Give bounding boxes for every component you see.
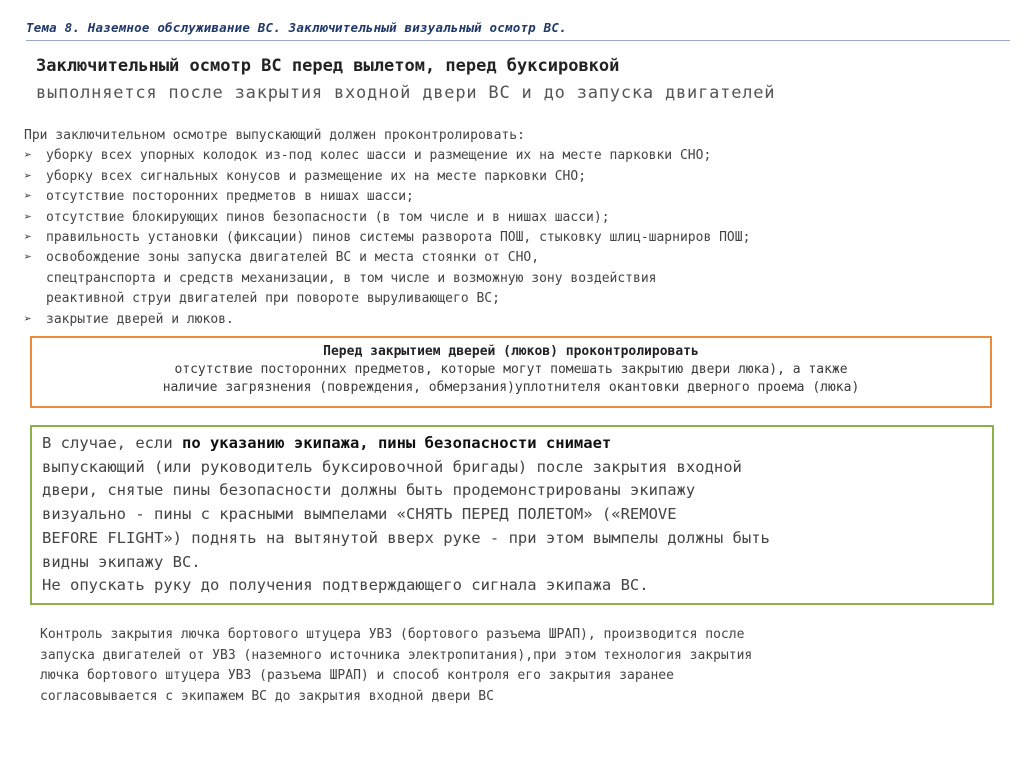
arrow-bullet-icon: ➢ (24, 311, 32, 327)
door-check-box (30, 336, 992, 408)
note-line: запуска двигателей от УВЗ (наземного источника электропитания),при этом технология закрытия (40, 647, 753, 663)
note-line: согласовывается с экипажем ВС до закрытия входной двери ВС (40, 688, 494, 704)
safety-pins-prefix: В случае, если (42, 434, 182, 452)
safety-pins-line: видны экипажу ВС. (42, 552, 201, 571)
safety-pins-line: выпускающий (или руководитель буксировочной бригады) после закрытия входной (42, 457, 742, 476)
header-divider (26, 40, 1010, 41)
checklist-item (24, 208, 750, 228)
safety-pins-box (30, 425, 994, 605)
arrow-bullet-icon: ➢ (24, 250, 32, 266)
checklist-item-continuation: реактивной струи двигателей при повороте выруливающего ВС; (46, 291, 500, 307)
arrow-bullet-icon: ➢ (24, 230, 32, 246)
arrow-bullet-icon: ➢ (24, 189, 32, 205)
safety-pins-line: BEFORE FLIGHT») поднять на вытянутой вверх руке - при этом вымпелы должны быть (42, 528, 770, 547)
checklist-item (24, 146, 750, 166)
checklist-item-continuation: спецтранспорта и средств механизации, в том числе и возможную зону воздействия (46, 270, 657, 286)
safety-pins-line (42, 432, 992, 456)
checklist-intro: При заключительном осмотре выпускающий должен проконтролировать: (24, 128, 525, 143)
door-check-text: наличие загрязнения (повреждения, обмерзания)уплотнителя окантовки дверного проема (люка) (162, 380, 860, 395)
checklist-item (24, 310, 750, 330)
checklist-item (24, 228, 750, 248)
checklist-item-text: отсутствие блокирующих пинов безопасности (в том числе и в нишах шасси); (46, 209, 610, 225)
checklist-item-text: отсутствие посторонних предметов в нишах шасси; (46, 189, 414, 205)
checklist-item-text: уборку всех упорных колодок из-под колес шасси и размещение их на месте парковки СНО; (46, 148, 712, 164)
note-line: Контроль закрытия лючка бортового штуцера УВЗ (бортового разъема ШРАП), производится после (40, 627, 745, 642)
safety-pins-line: визуально - пины с красными вымпелами «СНЯТЬ ПЕРЕД ПОЛЕТОМ» («REMOVE (42, 505, 677, 524)
checklist-item-text: закрытие дверей и люков. (46, 311, 234, 327)
checklist-item (24, 187, 750, 207)
safety-pins-line: двери, снятые пины безопасности должны быть продемонстрированы экипажу (42, 481, 696, 500)
checklist-item-text: правильность установки (фиксации) пинов системы разворота ПОШ, стыковку шлиц-шарниров ПОШ; (46, 230, 751, 246)
safety-pins-emphasis: по указанию экипажа, пины безопасности снимает (181, 434, 612, 452)
checklist-item (24, 167, 750, 187)
note-line: лючка бортового штуцера УВЗ (разъема ШРАП) и способ контроля его закрытия заранее (40, 668, 674, 683)
checklist-item-text: освобождение зоны запуска двигателей ВС и места стоянки от СНО, (46, 250, 540, 266)
door-check-text: отсутствие посторонних предметов, которые могут помешать закрытию двери люка), а также (174, 362, 848, 377)
slide-subtitle: выполняется после закрытия входной двери ВС и до запуска двигателей (36, 83, 776, 103)
checklist-item-text: уборку всех сигнальных конусов и размещение их на месте парковки СНО; (46, 168, 587, 184)
arrow-bullet-icon: ➢ (24, 168, 32, 184)
inspection-checklist (24, 126, 750, 330)
slide-title: Заключительный осмотр ВС перед вылетом, перед буксировкой (36, 56, 620, 76)
door-check-heading: Перед закрытием дверей (люков) проконтролировать (323, 344, 699, 359)
arrow-bullet-icon: ➢ (24, 148, 32, 164)
slide-header: Тема 8. Наземное обслуживание ВС. Заключительный визуальный осмотр ВС. (26, 20, 567, 35)
gpu-connector-note (40, 625, 752, 707)
arrow-bullet-icon: ➢ (24, 209, 32, 225)
checklist-item (24, 248, 750, 268)
safety-pins-line: Не опускать руку до получения подтверждающего сигнала экипажа ВС. (42, 576, 649, 595)
